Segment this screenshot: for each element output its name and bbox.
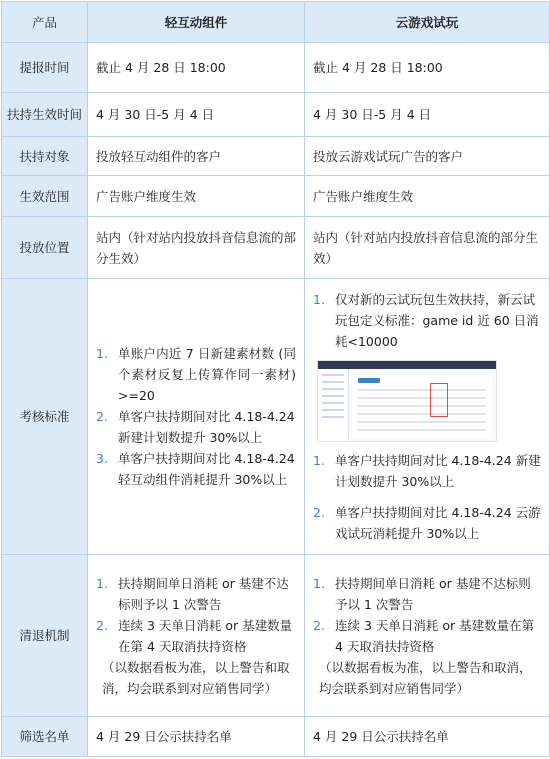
cell-light <box>88 555 305 717</box>
row-list <box>2 717 550 757</box>
list-item <box>313 573 541 615</box>
cell-cloud: 广告账户维度生效 <box>305 176 550 217</box>
cell-light: 投放轻互动组件的客户 <box>88 137 305 176</box>
item-number: 2. <box>96 617 108 633</box>
cell-cloud <box>305 555 550 717</box>
row-effective-time <box>2 93 550 137</box>
header-product: 产品 <box>2 2 88 43</box>
item-text: 单客户扶持期间对比 4.18-4.24 云游戏试玩消耗提升 30%以上 <box>335 505 541 541</box>
cell-cloud: 截止 4 月 28 日 18:00 <box>305 43 550 93</box>
item-text: 单客户扶持期间对比 4.18-4.24 新建计划数提升 30%以上 <box>118 409 295 445</box>
row-label: 扶持生效时间 <box>2 93 88 137</box>
item-number: 3. <box>96 451 108 466</box>
list-item <box>96 615 296 657</box>
row-exit <box>2 555 550 717</box>
item-text: 扶持期间单日消耗 or 基建不达标则予以 1 次警告 <box>118 575 289 612</box>
list-item <box>313 502 541 544</box>
list-item <box>313 450 541 492</box>
list-item <box>313 289 541 352</box>
item-number: 1. <box>313 575 325 591</box>
cell-cloud: 4 月 30 日-5 月 4 日 <box>305 93 550 137</box>
cell-light: 截止 4 月 28 日 18:00 <box>88 43 305 93</box>
row-position <box>2 217 550 279</box>
item-text: 连续 3 天单日消耗 or 基建数量在第 4 天取消扶持资格 <box>335 617 535 654</box>
row-label: 清退机制 <box>2 555 88 717</box>
row-criteria <box>2 279 550 555</box>
list-item <box>313 615 541 657</box>
header-cloud-game: 云游戏试玩 <box>305 2 550 43</box>
list-item <box>96 406 296 448</box>
row-target <box>2 137 550 176</box>
cell-light <box>88 279 305 555</box>
row-report-time <box>2 43 550 93</box>
item-number: 2. <box>313 617 325 633</box>
cell-light: 站内（针对站内投放抖音信息流的部分生效） <box>88 217 305 279</box>
row-scope <box>2 176 550 217</box>
support-policy-table <box>1 1 550 757</box>
header-light-interaction: 轻互动组件 <box>88 2 305 43</box>
item-number: 2. <box>96 409 108 424</box>
item-number: 1. <box>96 346 108 361</box>
note-text: （以数据看板为准，以上警告和取消，均会联系到对应销售同学） <box>102 659 290 696</box>
row-label: 筛选名单 <box>2 717 88 757</box>
cell-cloud: 站内（针对站内投放抖音信息流的部分生效） <box>305 217 550 279</box>
cell-light: 广告账户维度生效 <box>88 176 305 217</box>
item-number: 1. <box>313 292 325 307</box>
list-item <box>96 573 296 615</box>
item-text: 单账户内近 7 日新建素材数 (同个素材反复上传算作同一素材) >=20 <box>118 346 296 403</box>
item-text: 单客户扶持期间对比 4.18-4.24 轻互动组件消耗提升 30%以上 <box>118 451 295 487</box>
cell-cloud: 4 月 29 日公示扶持名单 <box>305 717 550 757</box>
item-number: 2. <box>313 505 325 520</box>
note-text: （以数据看板为准，以上警告和取消，均会联系到对应销售同学） <box>319 659 532 696</box>
cell-light: 4 月 29 日公示扶持名单 <box>88 717 305 757</box>
highlight-box <box>430 383 448 417</box>
item-number: 1. <box>313 453 325 468</box>
cell-cloud: 投放云游戏试玩广告的客户 <box>305 137 550 176</box>
item-text: 连续 3 天单日消耗 or 基建数量在第 4 天取消扶持资格 <box>118 617 293 654</box>
cell-light: 4 月 30 日-5 月 4 日 <box>88 93 305 137</box>
item-text: 单客户扶持期间对比 4.18-4.24 新建计划数提升 30%以上 <box>335 453 541 489</box>
cell-cloud <box>305 279 550 555</box>
row-label: 投放位置 <box>2 217 88 279</box>
row-label: 生效范围 <box>2 176 88 217</box>
row-label: 提报时间 <box>2 43 88 93</box>
header-row <box>2 2 550 43</box>
backend-screenshot-image <box>317 360 497 442</box>
row-label: 扶持对象 <box>2 137 88 176</box>
list-item <box>96 343 296 406</box>
row-label: 考核标准 <box>2 279 88 555</box>
list-item <box>96 448 296 490</box>
item-number: 1. <box>96 575 108 591</box>
item-text: 扶持期间单日消耗 or 基建不达标则予以 1 次警告 <box>335 575 531 612</box>
item-text: 仅对新的云试玩包生效扶持，新云试玩包定义标准：game id 近 60 日消耗<10000 <box>335 292 539 349</box>
